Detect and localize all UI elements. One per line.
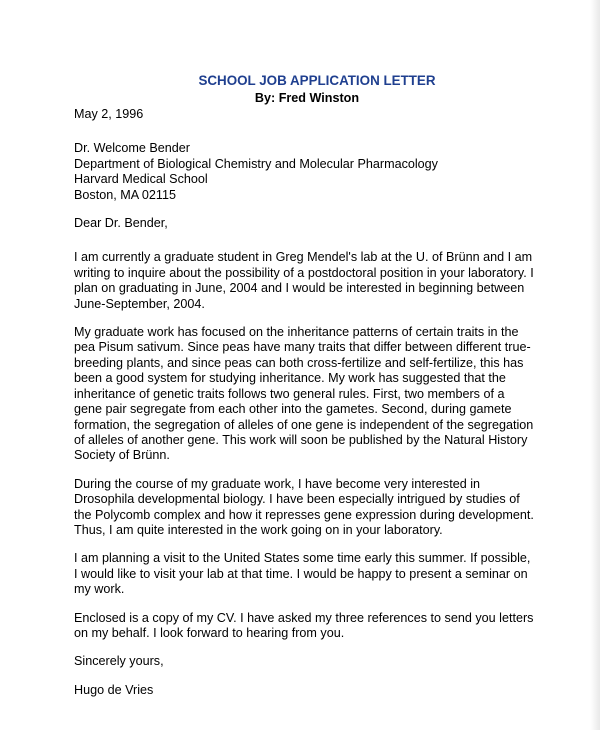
recipient-department: Department of Biological Chemistry and Molecular Pharmacology: [74, 156, 438, 171]
body-paragraph-visit: I am planning a visit to the United States some time early this summer. If possible, I would like to visit your lab at that time. I would be happy to present a seminar on my work.: [74, 551, 531, 597]
closing: Sincerely yours,: [74, 654, 164, 669]
letter-date: May 2, 1996: [74, 107, 144, 121]
salutation: Dear Dr. Bender,: [74, 216, 168, 231]
letter-body: [74, 250, 534, 641]
letter-document: [74, 73, 534, 698]
body-paragraph-interest: During the course of my graduate work, I have become very interested in Drosophila developmental biology. I have been especially intrigued by studies of the Polycomb complex and how it represses gene expression during development. Thus, I am quite interested in the work going on in your laboratory.: [74, 476, 534, 537]
recipient-name: Dr. Welcome Bender: [74, 141, 190, 156]
document-byline: By: Fred Winston: [254, 91, 360, 105]
body-paragraph-research: My graduate work has focused on the inheritance patterns of certain traits in the pea Pisum sativum. Since peas have many traits that differ between different true-breeding plants, and since peas can both cross-fertilize and self-fertilize, this has been a good system for studying inheritance. My work has suggested that the inheritance of genetic traits follows two general rules. First, two members of a gene pair segregate from each other into the gametes. Second, during gamete formation, the segregation of alleles of one gene is independent of the segregation of alleles of another gene. This work will soon be published by the Natural History Society of Brünn.: [74, 325, 534, 463]
recipient-city: Boston, MA 02115: [74, 187, 176, 202]
document-title: SCHOOL JOB APPLICATION LETTER: [198, 73, 436, 88]
body-paragraph-enclosure: Enclosed is a copy of my CV. I have asked my three references to send you letters on my behalf. I look forward to hearing from you.: [74, 610, 534, 640]
recipient-institution: Harvard Medical School: [74, 172, 208, 187]
signature-name: Hugo de Vries: [74, 682, 154, 697]
recipient-address: [74, 141, 534, 203]
body-paragraph-intro: I am currently a graduate student in Greg Mendel's lab at the U. of Brünn and I am writing to inquire about the possibility of a postdoctoral position in your laboratory. I plan on graduating in June, 2004 and I would be interested in beginning between June-September, 2004.: [74, 250, 534, 311]
page-edge-shadow: [590, 0, 600, 730]
